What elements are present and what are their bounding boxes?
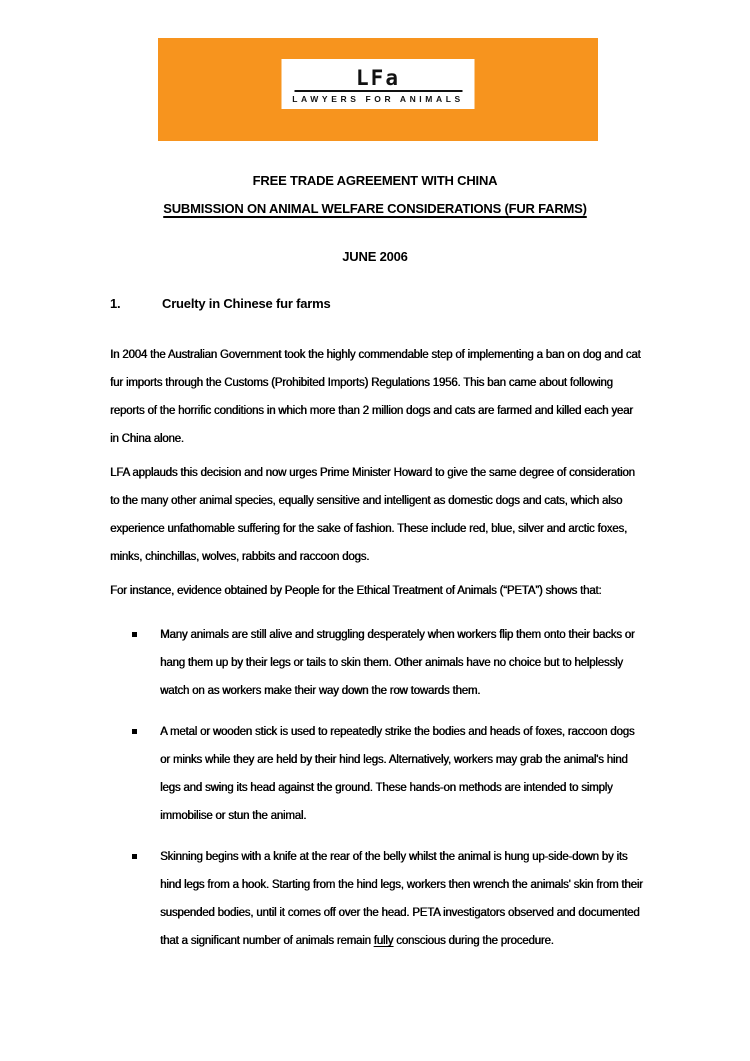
bullet-item-2-text: A metal or wooden stick is used to repeatedly strike the bodies and heads of foxes, raccoon dogs or minks while they are held by their hind legs. Alternatively, workers may grab the animal's hind legs and swing its head against the ground. These hands-on methods are intended to simply immobilise or stun the animal. — [160, 726, 635, 822]
bullet-item-1-text: Many animals are still alive and struggling desperately when workers flip them onto their backs or hang them up by their legs or tails to skin them. Other animals have no choice but to helplessly watch on as workers make their way down the row towards them. — [160, 629, 635, 697]
title-block — [0, 173, 750, 264]
bullet-item-3-pre: Skinning begins with a knife at the rear of the belly whilst the animal is hung up-side-down by its hind legs from a hook. Starting from the hind legs, workers then wrench the animals' skin from their suspended bodies, until it comes off over the head. PETA investigators observed and documented that a significant number of animals remain — [160, 851, 643, 947]
doc-date: JUNE 2006 — [342, 249, 408, 264]
paragraph-2: LFA applauds this decision and now urges Prime Minister Howard to give the same degree of consideration to the many other animal species, equally sensitive and intelligent as domestic dogs and cats, which also experience unfathomable suffering for the sake of fashion. These include red, blue, silver and arctic foxes, minks, chinchillas, wolves, rabbits and raccoon dogs. — [110, 467, 635, 563]
bullet-item-3 — [110, 843, 643, 955]
bullet-item-3-underlined-word: fully — [373, 935, 394, 947]
bullet-item-1 — [110, 621, 643, 705]
bullet-item-2 — [110, 718, 643, 830]
bullet-list — [110, 621, 643, 955]
doc-title-line-1: FREE TRADE AGREEMENT WITH CHINA — [252, 173, 498, 188]
bullet-item-3-text — [160, 843, 643, 955]
section-title: Cruelty in Chinese fur farms — [162, 296, 331, 311]
bullet-square-icon — [132, 729, 137, 734]
paragraph-3: For instance, evidence obtained by People for the Ethical Treatment of Animals (“PETA”) shows that: — [110, 585, 602, 597]
logo-underline-rule — [294, 90, 462, 92]
bullet-item-3-post: conscious during the procedure. — [393, 935, 554, 947]
bullet-square-icon — [132, 632, 137, 637]
document-body — [110, 341, 643, 968]
lfa-banner — [158, 38, 598, 141]
lfa-logo-text: LFa — [356, 65, 400, 90]
doc-title-line-2: SUBMISSION ON ANIMAL WELFARE CONSIDERATIONS (FUR FARMS) — [163, 201, 587, 216]
lfa-logo-box — [282, 59, 475, 109]
section-number: 1. — [110, 296, 121, 311]
lfa-logo-subtext: LAWYERS FOR ANIMALS — [292, 93, 464, 104]
section-1-heading — [110, 296, 331, 311]
paragraph-1: In 2004 the Australian Government took the highly commendable step of implementing a ban on dog and cat fur imports through the Customs (Prohibited Imports) Regulations 1956. This ban came about following reports of the horrific conditions in which more than 2 million dogs and cats are farmed and killed each year in China alone. — [110, 349, 641, 445]
bullet-square-icon — [132, 854, 137, 859]
